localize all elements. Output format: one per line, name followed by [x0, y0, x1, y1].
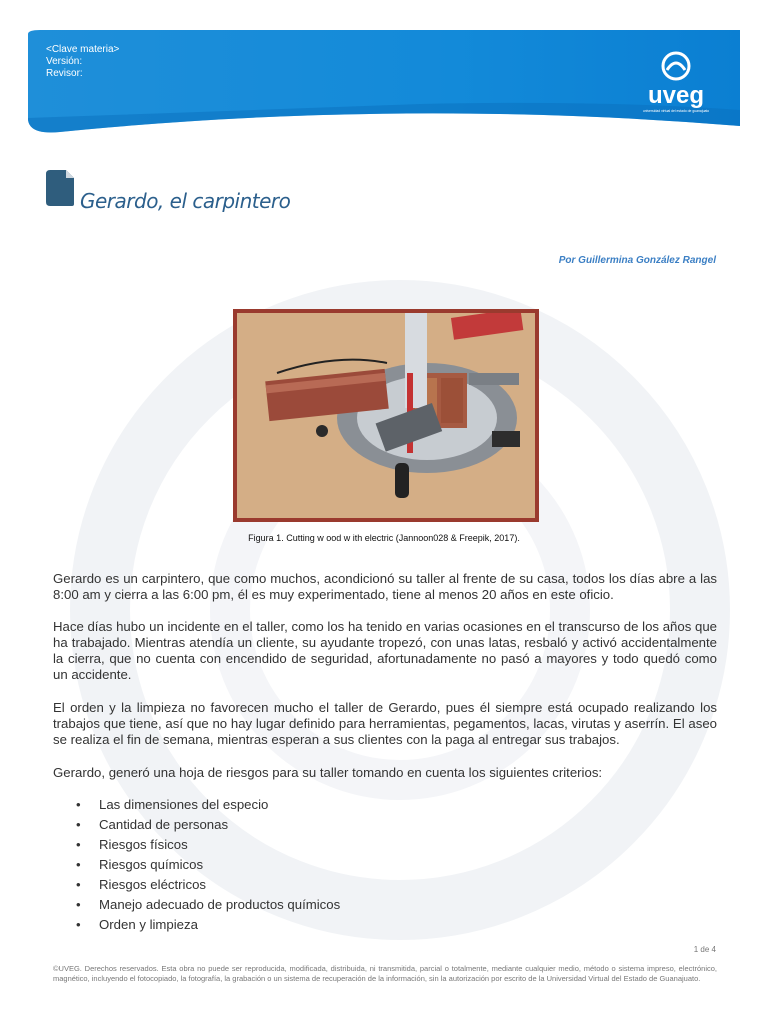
logo-tagline: universidad virtual del estado de guanajuato [642, 109, 710, 113]
criteria-item: • Riesgos eléctricos [76, 877, 340, 897]
meta-course-key: <Clave materia> [46, 44, 120, 55]
paragraph-2: Hace días hubo un incidente en el taller, como los ha tenido en varias ocasiones en el transcurso de los años que ha trabajado. Mientras atendía un cliente, su ayudante tropezó, con unas latas, resbaló y activó accidentalmente la cierra, que no cuenta con encendido de seguridad, afortunadamente no pasó a mayores y todo quedó como un accidente. [53, 619, 717, 682]
criteria-item: • Las dimensiones del especio [76, 797, 340, 817]
criteria-item: • Cantidad de personas [76, 817, 340, 837]
document-metadata [46, 44, 119, 80]
criteria-item: • Riesgos físicos [76, 837, 340, 857]
page-title: Gerardo, el carpintero [80, 189, 291, 213]
uveg-logo-mark [636, 48, 716, 118]
copyright-notice: ©UVEG. Derechos reservados. Esta obra no puede ser reproducida, modificada, distribuida, ni transmitida, parcial o totalmente, mediante cualquier medio, método o sistema impreso, electrónico, magnético, incluyendo el fotocopiado, la fotografía, la grabación o un sistema de recuperación de la información, sin la autorización por escrito de la Universidad Virtual del Estado de Guanajuato. [53, 964, 717, 983]
paragraph-3: El orden y la limpieza no favorecen mucho el taller de Gerardo, pues él siempre está ocupado realizando los trabajos que tiene, así que no hay lugar definido para herramientas, pegamentos, lacas, virutas y aserrín. El aseo se realiza el fin de semana, mientras esperan a sus clientes con la paga al entregar sus trabajos. [53, 700, 717, 747]
criteria-item: • Riesgos químicos [76, 857, 340, 877]
document-icon [44, 168, 76, 208]
uveg-logo [636, 48, 716, 118]
criteria-item: • Manejo adecuado de productos químicos [76, 897, 340, 917]
criteria-item: • Orden y limpieza [76, 917, 340, 937]
figure-image-miter-saw [233, 309, 539, 522]
logo-wordmark: uveg [647, 82, 705, 109]
figure-caption: Figura 1. Cutting w ood w ith electric (Jannoon028 & Freepik, 2017). [248, 533, 520, 543]
criteria-list [76, 797, 340, 937]
paragraph-4: Gerardo, generó una hoja de riesgos para su taller tomando en cuenta los siguientes criterios: [53, 765, 603, 780]
page-number: 1 de 4 [693, 945, 716, 954]
paragraph-1: Gerardo es un carpintero, que como muchos, acondicionó su taller al frente de su casa, todos los días abre a las 8:00 am y cierra a las 6:00 pm, él es muy experimentado, tiene al menos 20 años en este oficio. [53, 571, 717, 602]
miter-saw-illustration [237, 313, 535, 518]
author-line: Por Guillermina González Rangel [558, 255, 716, 266]
meta-reviewer: Revisor: [46, 68, 83, 79]
meta-version: Versión: [46, 56, 83, 67]
